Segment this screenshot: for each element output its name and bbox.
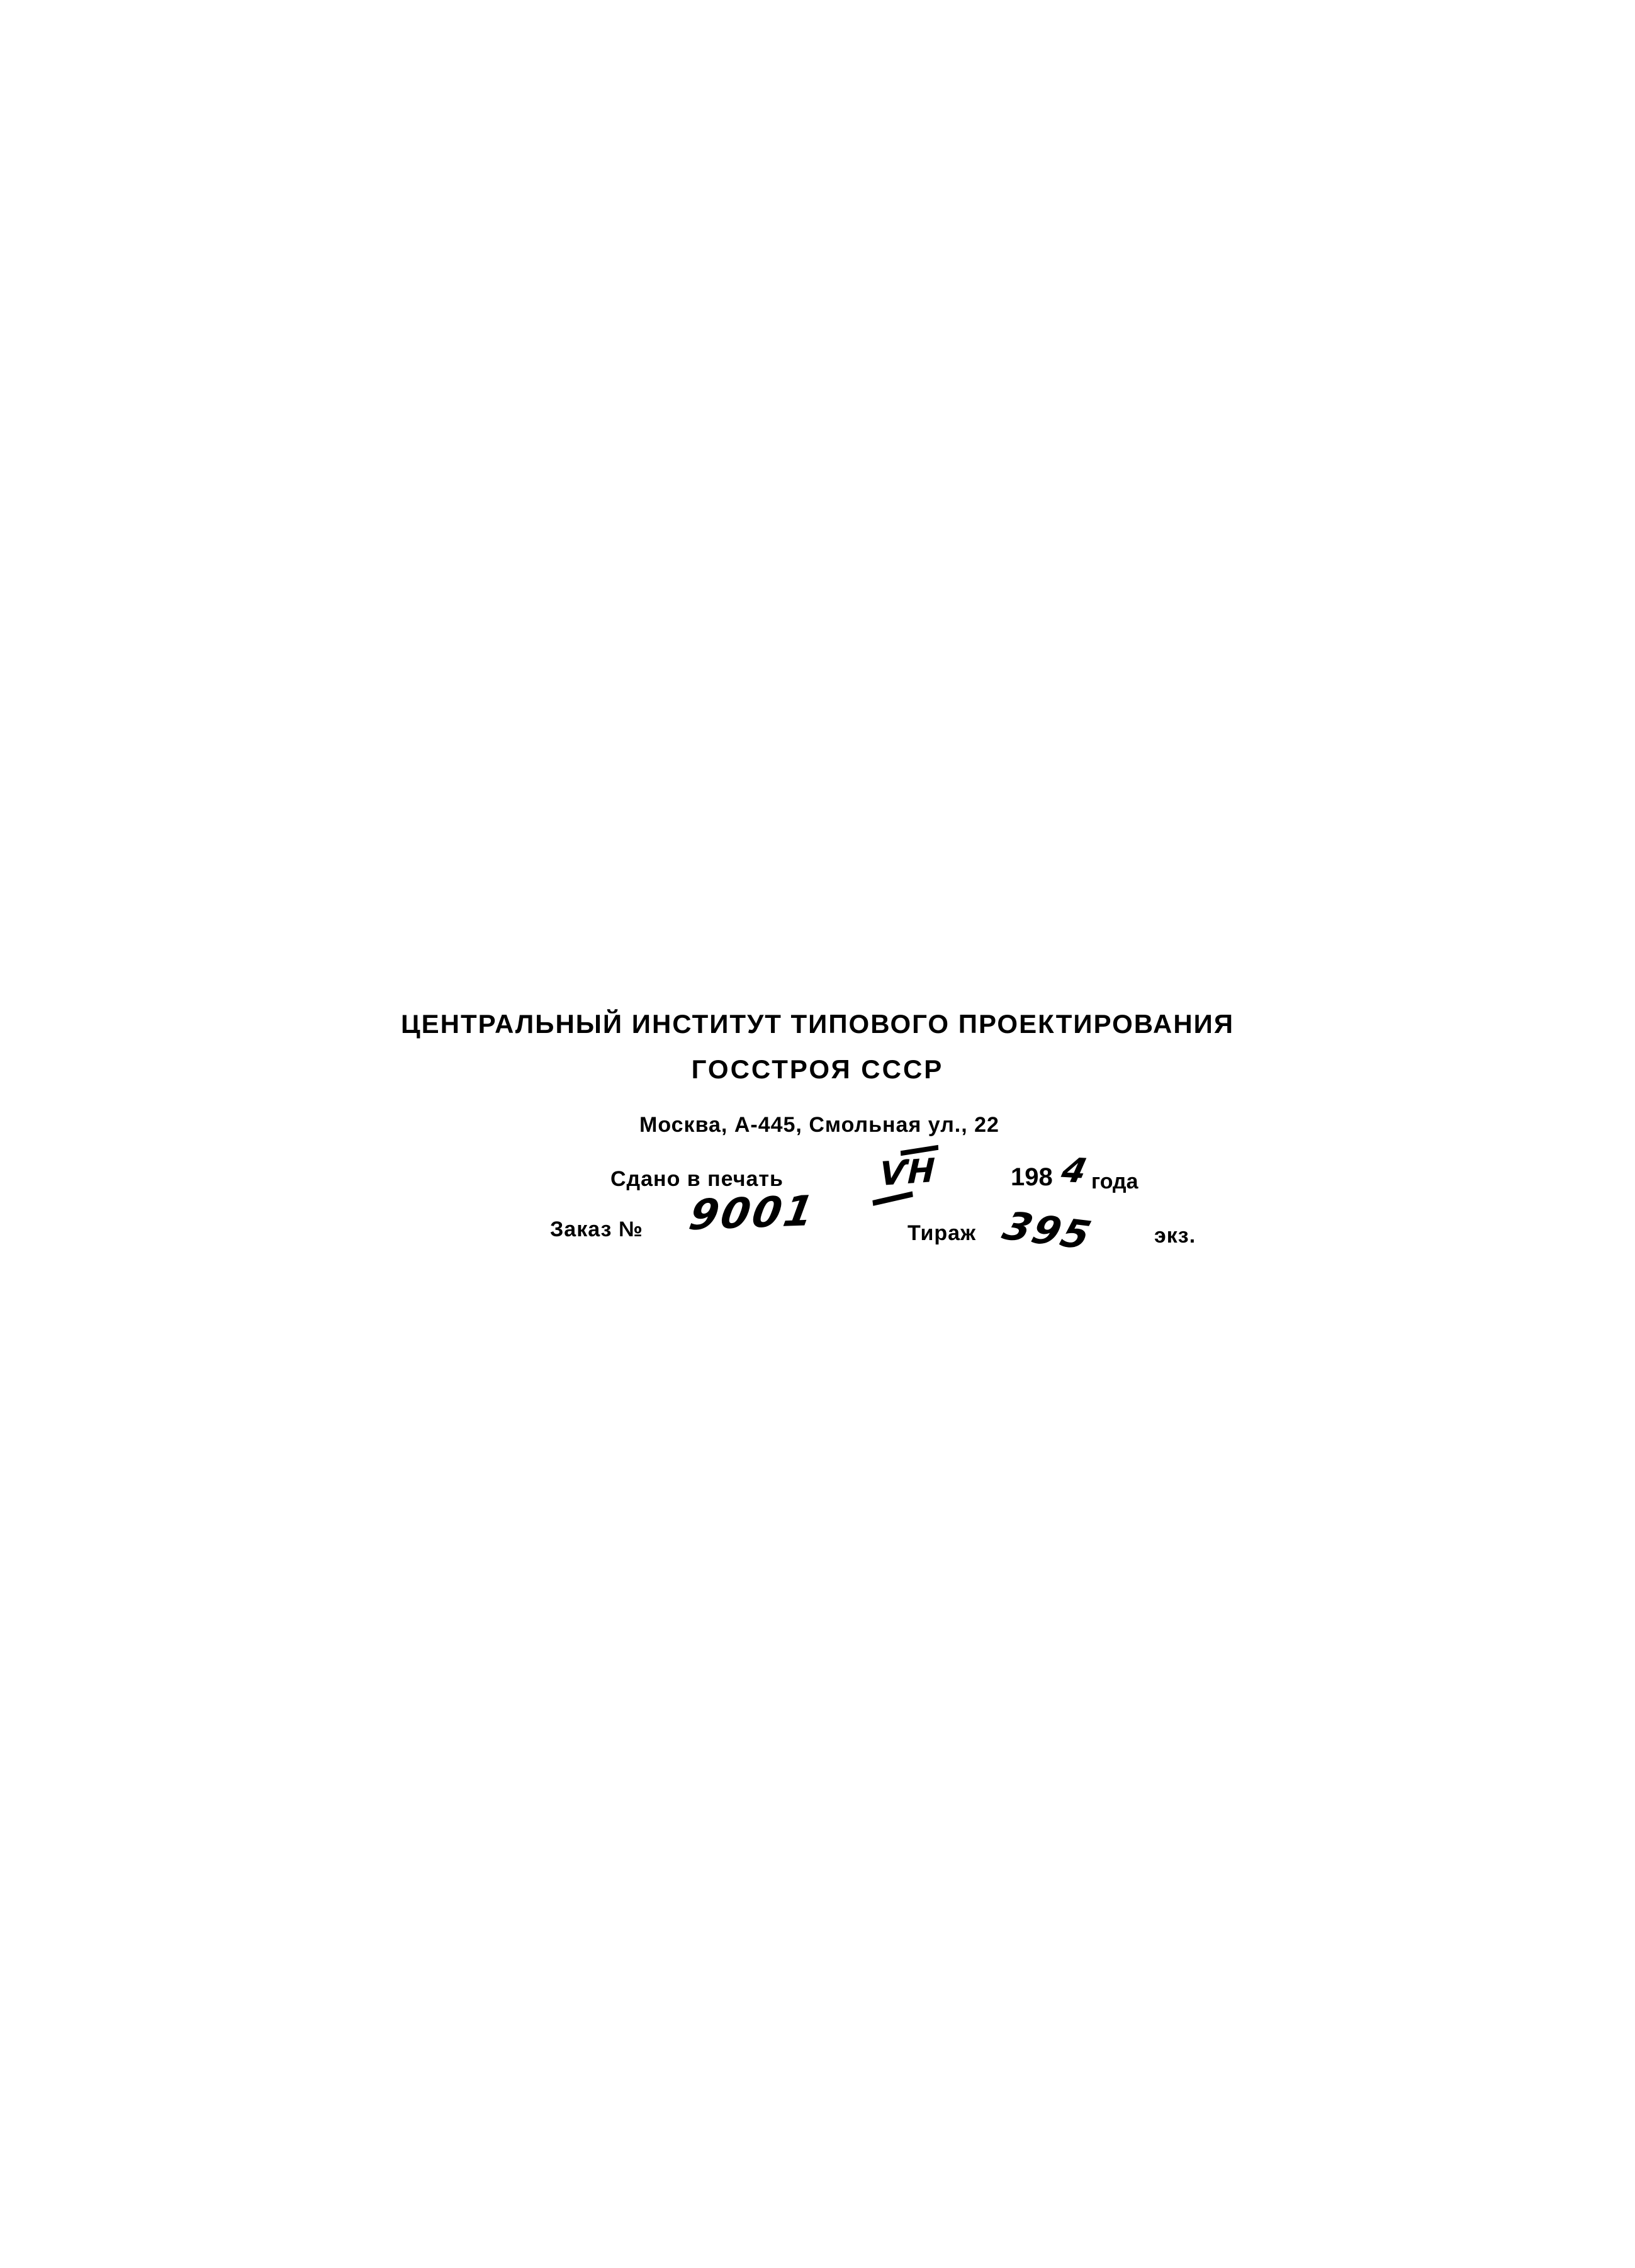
sent-to-print-label: Сдано в печать: [610, 1167, 784, 1191]
handwritten-year-digit: 4: [1057, 1150, 1091, 1191]
handwritten-tirage-value: 395: [997, 1203, 1098, 1258]
handwritten-month-text: ѴН: [879, 1151, 936, 1194]
order-number-label: Заказ №: [550, 1217, 643, 1241]
year-suffix-label: года: [1091, 1170, 1138, 1193]
handwritten-month-entry: [879, 1151, 936, 1194]
publisher-name-line1: ЦЕНТРАЛЬНЫЙ ИНСТИТУТ ТИПОВОГО ПРОЕКТИРОВАНИЯ: [400, 1009, 1235, 1039]
copies-suffix-label: экз.: [1154, 1224, 1196, 1248]
publisher-name-line2: ГОССТРОЯ СССР: [691, 1054, 944, 1084]
year-printed-prefix: 198: [1011, 1163, 1053, 1191]
tirage-label: Тираж: [907, 1221, 977, 1245]
publisher-address: Москва, А-445, Смольная ул., 22: [639, 1113, 999, 1137]
handwritten-order-number: 9001: [685, 1186, 820, 1240]
